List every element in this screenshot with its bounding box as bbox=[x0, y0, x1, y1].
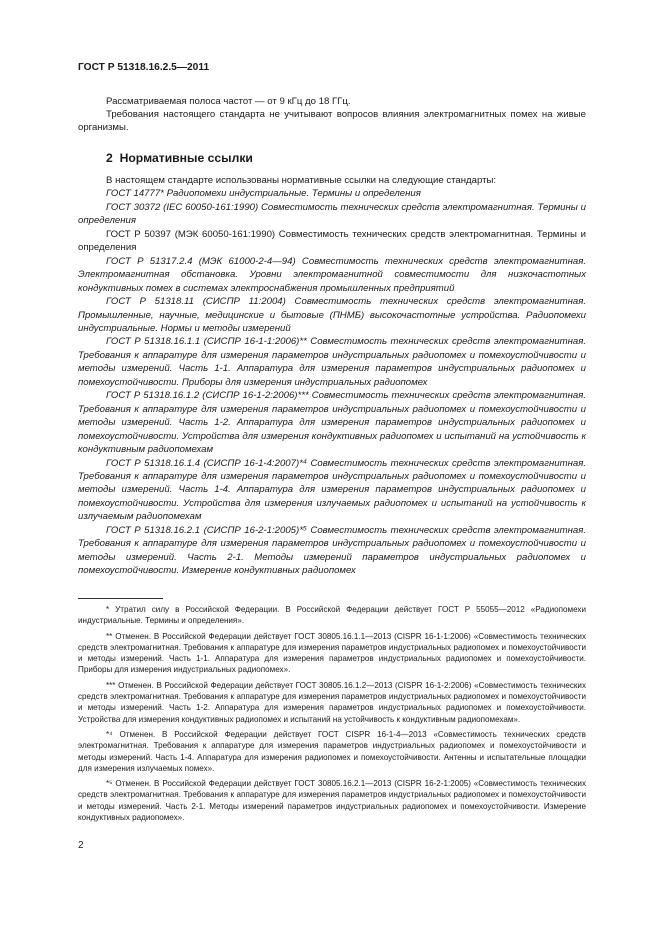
reference-item: ГОСТ Р 51318.16.2.1 (СИСПР 16-2-1:2005)*⁵ Совместимость технических средств электромагнитная. Требования к аппаратуре для измерения параметров индустриальных радиопомех и помехоустойчивости и методы измерений. Часть 2-1. Методы измерений параметров индустриальных радиопомех и помехоустойчивости. Измерение кондуктивных радиопомех bbox=[78, 524, 586, 577]
intro-paragraph: Требования настоящего стандарта не учитывают вопросов влияния электромагнитных помех на живые организмы. bbox=[78, 109, 586, 133]
section-title: Нормативные ссылки bbox=[119, 151, 253, 165]
references-lead: В настоящем стандарте использованы нормативные ссылки на следующие стандарты: bbox=[106, 175, 497, 186]
footnote: *** Отменен. В Российской Федерации действует ГОСТ 30805.16.1.2—2013 (CISPR 16-1-2:2006) «Совместимость технических средств электромагнитная. Требования к аппаратуре для измерения параметров индустриальных радиопомех и помехоустойчивости и методы измерений. Часть 1-2. Аппаратура для измерения параметров индустриальных радиопомех и помехоустойчивости. Устройства для измерения кондуктивных радиопомех и испытаний на устойчивость к кондуктивным радиопомехам». bbox=[78, 680, 586, 724]
document-header: ГОСТ Р 51318.16.2.5—2011 bbox=[78, 62, 210, 73]
reference-item: ГОСТ Р 51318.16.1.2 (СИСПР 16-1-2:2006)*** Совместимость технических средств электромагнитная. Требования к аппаратуре для измерения параметров индустриальных радиопомех и помехоустойчивости и методы измерений. Часть 1-2. Аппаратура для измерения параметров индустриальных радиопомех и помехоустойчивости. Устройства для измерения кондуктивных радиопомех и испытаний на устойчивость к кондуктивным радиопомехам bbox=[78, 390, 586, 456]
intro-paragraph: Рассматриваемая полоса частот — от 9 кГц до 18 ГГц. bbox=[106, 96, 351, 107]
footnote: ** Отменен. В Российской Федерации действует ГОСТ 30805.16.1.1—2013 (CISPR 16-1-1:2006) «Совместимость технических средств электромагнитная. Требования к аппаратуре для измерения параметров индустриальных радиопомех и помехоустойчивости и методы измерений. Часть 1-1. Аппаратура для измерения параметров индустриальных радиопомех и помехоустойчивости. Приборы для измерения индустриальных радиопомех». bbox=[78, 631, 586, 675]
footnote-divider bbox=[78, 598, 163, 599]
footnotes-block bbox=[78, 604, 586, 827]
reference-item: ГОСТ Р 50397 (МЭК 60050-161:1990) Совместимость технических средств электромагнитная. Термины и определения bbox=[78, 228, 586, 254]
footnote: *⁴ Отменен. В Российской Федерации действует ГОСТ CISPR 16-1-4—2013 «Совместимость технических средств электромагнитная. Требования к аппаратуре для измерения параметров индустриальных радиопомех и помехоустойчивости и методы измерений. Часть 1-4. Аппаратура для измерения радиопомех и помехоустойчивости. Антенны и испытательные площадки для измерения излучаемых помех». bbox=[78, 729, 586, 773]
page-number: 2 bbox=[78, 840, 84, 851]
reference-item: ГОСТ 14777* Радиопомехи индустриальные. Термины и определения bbox=[106, 188, 421, 200]
references-block bbox=[78, 174, 586, 578]
reference-item: ГОСТ 30372 (IEC 60050-161:1990) Совместимость технических средств электромагнитная. Термины и определения bbox=[78, 201, 586, 227]
footnote: * Утратил силу в Российской Федерации. В Российской Федерации действует ГОСТ Р 55055—2012 «Радиопомехи индустриальные. Термины и определения». bbox=[78, 605, 586, 626]
reference-item: ГОСТ Р 51318.16.1.1 (СИСПР 16-1-1:2006)** Совместимость технических средств электромагнитная. Требования к аппаратуре для измерения параметров индустриальных радиопомех и помехоустойчивости и методы измерений. Часть 1-1. Аппаратура для измерения параметров индустриальных радиопомех и помехоустойчивости. Приборы для измерения индустриальных радиопомех bbox=[78, 336, 586, 388]
footnote: *⁵ Отменен. В Российской Федерации действует ГОСТ 30805.16.2.1—2013 (CISPR 16-2-1:2005) «Совместимость технических средств электромагнитная. Требования к аппаратуре для измерения параметров индустриальных радиопомех и помехоустойчивости и методы измерений. Часть 2-1. Методы измерений параметров индустриальных радиопомех и помехоустойчивости. Измерение кондуктивных радиопомех». bbox=[78, 779, 586, 823]
section-number: 2 bbox=[106, 151, 113, 165]
intro-block bbox=[78, 95, 586, 134]
reference-item: ГОСТ Р 51317.2.4 (МЭК 61000-2-4—94) Совместимость технических средств электромагнитная. Электромагнитная обстановка. Уровни электромагнитной совместимости для низкочастотных кондуктивных помех в системах электроснабжения промышленных предприятий bbox=[78, 255, 586, 294]
section-heading bbox=[106, 151, 253, 165]
reference-item: ГОСТ Р 51318.11 (СИСПР 11:2004) Совместимость технических средств электромагнитная. Промышленные, научные, медицинские и бытовые (ПНМБ) высокочастотные устройства. Радиопомехи индустриальные. Нормы и методы измерений bbox=[78, 296, 586, 334]
reference-item: ГОСТ Р 51318.16.1.4 (СИСПР 16-1-4:2007)*⁴ Совместимость технических средств электромагнитная. Требования к аппаратуре для измерения параметров индустриальных радиопомех и помехоустойчивости и методы измерений. Часть 1-4. Аппаратура для измерения параметров индустриальных радиопомех и помехоустойчивости. Устройства для измерения излучаемых радиопомех и испытаний на устойчивость к излучаемым радиопомехам bbox=[78, 457, 586, 523]
